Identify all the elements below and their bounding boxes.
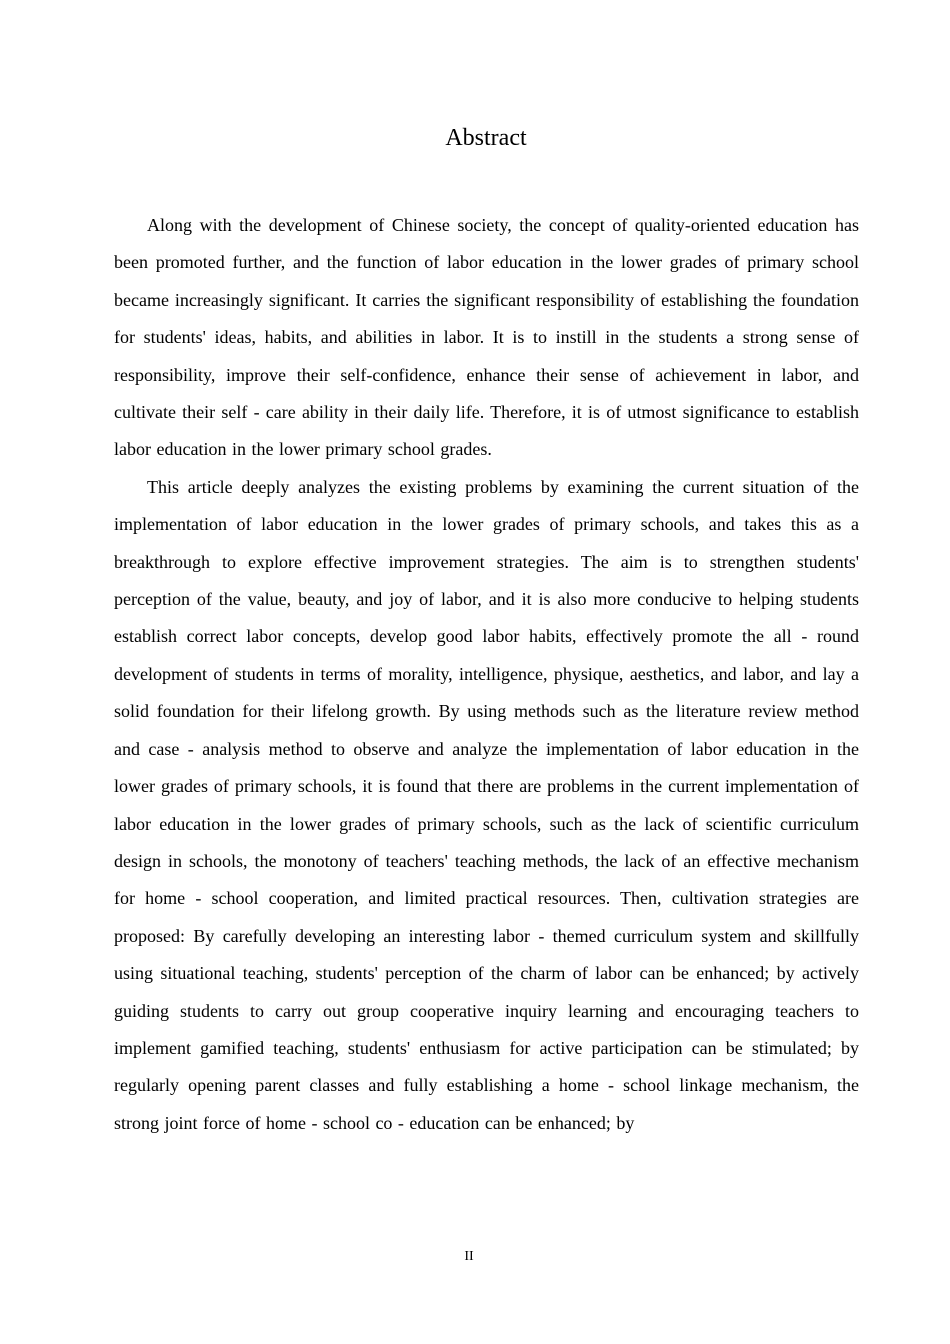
page-title: Abstract (445, 125, 527, 151)
abstract-body (114, 207, 859, 1142)
abstract-paragraph-1: Along with the development of Chinese society, the concept of quality-oriented education has been promoted further, and the function of labor education in the lower grades of primary school became increasingly significant. It carries the significant responsibility of establishing the foundation for students' ideas, habits, and abilities in labor. It is to instill in the students a strong sense of responsibility, improve their self-confidence, enhance their sense of achievement in labor, and cultivate their self - care ability in their daily life. Therefore, it is of utmost significance to establish labor education in the lower primary school grades. (114, 215, 859, 460)
abstract-paragraph-2: This article deeply analyzes the existing problems by examining the current situation of the implementation of labor education in the lower grades of primary schools, and takes this as a breakthrough to explore effective improvement strategies. The aim is to strengthen students' perception of the value, beauty, and joy of labor, and it is also more conducive to helping students establish correct labor concepts, develop good labor habits, effectively promote the all - round development of students in terms of morality, intelligence, physique, aesthetics, and labor, and lay a solid foundation for their lifelong growth. By using methods such as the literature review method and case - analysis method to observe and analyze the implementation of labor education in the lower grades of primary schools, it is found that there are problems in the current implementation of labor education in the lower grades of primary schools, such as the lack of scientific curriculum design in schools, the monotony of teachers' teaching methods, the lack of an effective mechanism for home - school cooperation, and limited practical resources. Then, cultivation strategies are proposed: By carefully developing an interesting labor - themed curriculum system and skillfully using situational teaching, students' perception of the charm of labor can be enhanced; by actively guiding students to carry out group cooperative inquiry learning and encouraging teachers to implement gamified teaching, students' enthusiasm for active participation can be stimulated; by regularly opening parent classes and fully establishing a home - school linkage mechanism, the strong joint force of home - school co - education can be enhanced; by (114, 476, 859, 1133)
page-number: II (464, 1249, 474, 1264)
